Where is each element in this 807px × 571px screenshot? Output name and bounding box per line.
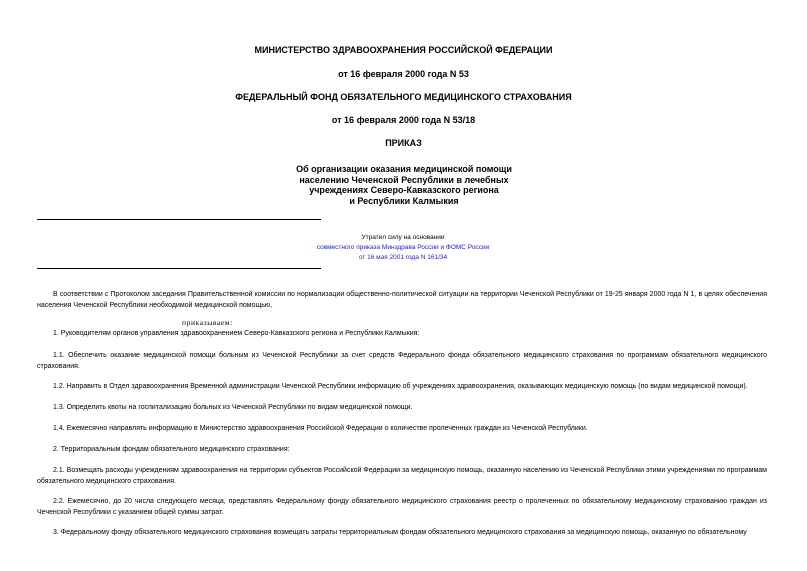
document-type: ПРИКАЗ <box>385 138 422 148</box>
fund-order-date: от 16 февраля 2000 года N 53/18 <box>331 115 476 125</box>
title-line: учреждениях Северо-Кавказского региона <box>309 185 499 195</box>
divider-bottom <box>37 268 321 269</box>
paragraph-1-2: 1.2. Направить в Отдел здравоохранения Временной администрации Чеченской Республики информацию об учреждениях здравоохранения, оказывающих медицинскую помощь (по видам медицинской помощи). <box>53 383 748 390</box>
fund-heading: ФЕДЕРАЛЬНЫЙ ФОНД ОБЯЗАТЕЛЬНОГО МЕДИЦИНСКОГО СТРАХОВАНИЯ <box>235 92 572 102</box>
paragraph-1-1: 1.1. Обеспечить оказание медицинской помощи больным из Чеченской Республики за счет средств Федерального фонда обязательного медицинского страхования по программам обязательного медицинского страхования. <box>37 352 767 370</box>
document-title <box>254 164 554 206</box>
preamble-paragraph: В соответствии с Протоколом заседания Правительственной комиссии по нормализации общественно-политической ситуации на территории Чеченской Республики от 19-25 января 2000 года N 1, в целях обеспечения населения Чеченской Республики необходимой медицинской помощью, <box>37 291 767 309</box>
ministry-order-date: от 16 февраля 2000 года N 53 <box>338 69 469 79</box>
divider-top <box>37 219 321 220</box>
title-line: населению Чеченской Республики в лечебных <box>299 174 509 185</box>
title-line: и Республики Калмыкия <box>349 195 459 206</box>
title-line: Об организации оказания медицинской помощи <box>296 164 512 174</box>
paragraph-1-4: 1.4. Ежемесячно направлять информацию в Министерство здравоохранения Российской Федерации о количестве пролеченных граждан из Чеченской Республики. <box>53 425 588 432</box>
paragraph-2-1: 2.1. Возмещать расходы учреждениям здравоохранения на территории субъектов Российской Федерации за медицинскую помощь, оказанную населению из Чеченской Республики этими учреждениями по программам обязательного медицинского страхования. <box>37 467 767 485</box>
ministry-heading: МИНИСТЕРСТВО ЗДРАВООХРАНЕНИЯ РОССИЙСКОЙ ФЕДЕРАЦИИ <box>254 45 553 55</box>
paragraph-2-2: 2.2. Ежемесячно, до 20 числа следующего месяца, представлять Федеральному фонду обязательного медицинского страхования реестр о пролеченных по обязательному медицинскому страхованию граждан из Чеченской Республики с указанием общей суммы затрат. <box>37 498 767 516</box>
repeal-link[interactable]: совместного приказа Минздрава России и ФОМС России <box>316 244 490 251</box>
ordered-word: приказываем: <box>182 318 233 327</box>
repeal-note: Утратил силу на основании <box>361 234 445 241</box>
repeal-link-date[interactable]: от 16 мая 2001 года N 161/34 <box>358 254 448 261</box>
paragraph-1: 1. Руководителям органов управления здравоохранением Северо-Кавказского региона и Республики Калмыкия: <box>53 330 420 337</box>
paragraph-3: 3. Федеральному фонду обязательного медицинского страхования возмещать затраты территориальным фондам обязательного медицинского страхования за медицинскую помощь, оказанную по обязательному <box>53 529 747 536</box>
paragraph-1-3: 1.3. Определить квоты на госпитализацию больных из Чеченской Республики по видам медицинской помощи. <box>53 404 413 411</box>
paragraph-2: 2. Территориальным фондам обязательного медицинского страхования: <box>53 446 290 453</box>
